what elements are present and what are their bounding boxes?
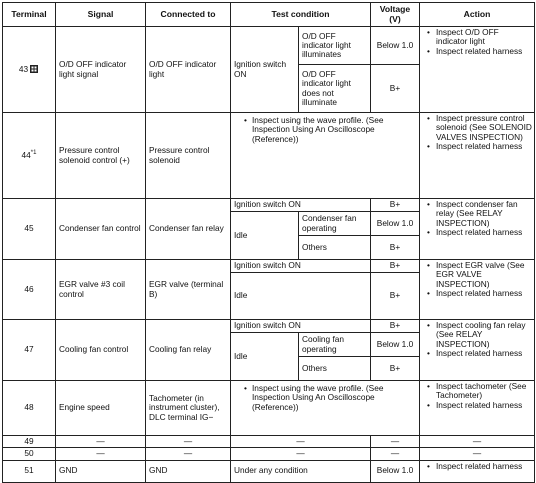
voltage-cell: B+	[371, 236, 420, 260]
table-row	[3, 113, 535, 199]
condition-cell: —	[231, 436, 371, 448]
terminal-number: 44	[21, 150, 31, 161]
signal-cell: Cooling fan control	[56, 320, 146, 381]
terminal-specification-table	[2, 2, 535, 483]
terminal-cell: 47	[3, 320, 56, 381]
footnote-mark: *1	[30, 150, 37, 157]
connected-to-cell: O/D OFF indicator light	[146, 27, 231, 113]
voltage-cell: Below 1.0	[371, 27, 420, 65]
voltage-cell: B+	[371, 357, 420, 381]
condition-cell: Ignition switch ON	[231, 320, 371, 333]
terminal-cell: 49	[3, 436, 56, 448]
condition-cell	[231, 113, 420, 199]
header-voltage: Voltage (V)	[371, 3, 420, 27]
table-row	[3, 381, 535, 436]
action-cell	[420, 460, 535, 482]
action-item: • Inspect related harness	[431, 401, 532, 410]
action-item: • Inspect related harness	[431, 142, 532, 151]
connected-to-cell: Tachometer (in instrument cluster), DLC terminal IG−	[146, 381, 231, 436]
voltage-cell: Below 1.0	[371, 212, 420, 236]
connected-to-cell: —	[146, 436, 231, 448]
terminal-cell: 45	[3, 199, 56, 260]
header-action: Action	[420, 3, 535, 27]
condition-cell: Ignition switch ON	[231, 260, 371, 273]
voltage-cell: Below 1.0	[371, 460, 420, 482]
condition-cell: Idle	[231, 212, 299, 260]
sub-condition-cell: Others	[299, 357, 371, 381]
connected-to-cell: Cooling fan relay	[146, 320, 231, 381]
header-test-condition: Test condition	[231, 3, 371, 27]
sub-condition-cell: O/D OFF indicator light illuminates	[299, 27, 371, 65]
voltage-cell: B+	[371, 260, 420, 273]
voltage-cell: —	[371, 436, 420, 448]
condition-cell: Idle	[231, 273, 371, 320]
signal-cell: Pressure control solenoid control (+)	[56, 113, 146, 199]
table-row	[3, 320, 535, 333]
action-item: • Inspect related harness	[431, 462, 532, 471]
voltage-cell: B+	[371, 273, 420, 320]
voltage-cell: B+	[371, 65, 420, 113]
signal-cell: Condenser fan control	[56, 199, 146, 260]
sub-condition-cell: Condenser fan operating	[299, 212, 371, 236]
table-row	[3, 460, 535, 482]
table-row	[3, 436, 535, 448]
action-item: • Inspect cooling fan relay (See RELAY INSPECTION)	[431, 321, 532, 349]
terminal-cell: 51	[3, 460, 56, 482]
terminal-number: 43	[18, 64, 29, 75]
condition-cell	[231, 381, 420, 436]
connector-symbol-icon	[29, 64, 39, 74]
connected-to-cell: Pressure control solenoid	[146, 113, 231, 199]
sub-condition-cell: Cooling fan operating	[299, 333, 371, 357]
voltage-cell: B+	[371, 199, 420, 212]
terminal-cell: 46	[3, 260, 56, 320]
header-row	[3, 3, 535, 27]
action-cell	[420, 260, 535, 320]
signal-cell: O/D OFF indicator light signal	[56, 27, 146, 113]
header-terminal: Terminal	[3, 3, 56, 27]
connected-to-cell: EGR valve (terminal B)	[146, 260, 231, 320]
terminal-cell: 50	[3, 448, 56, 460]
voltage-cell: Below 1.0	[371, 333, 420, 357]
action-item: • Inspect related harness	[431, 349, 532, 358]
action-cell: —	[420, 436, 535, 448]
condition-cell: Ignition switch ON	[231, 199, 371, 212]
signal-cell: EGR valve #3 coil control	[56, 260, 146, 320]
condition-text: • Inspect using the wave profile. (See Inspection Using An Oscilloscope (Reference))	[246, 384, 416, 412]
terminal-cell	[3, 27, 56, 113]
sub-condition-cell: Others	[299, 236, 371, 260]
signal-cell: —	[56, 448, 146, 460]
action-item: • Inspect related harness	[431, 289, 532, 298]
condition-cell: Ignition switch ON	[231, 27, 299, 113]
voltage-cell: —	[371, 448, 420, 460]
signal-cell: Engine speed	[56, 381, 146, 436]
signal-cell: GND	[56, 460, 146, 482]
action-cell	[420, 27, 535, 113]
connected-to-cell: GND	[146, 460, 231, 482]
terminal-cell: 48	[3, 381, 56, 436]
action-cell: —	[420, 448, 535, 460]
action-cell	[420, 381, 535, 436]
condition-cell: —	[231, 448, 371, 460]
table-row	[3, 199, 535, 212]
action-cell	[420, 113, 535, 199]
condition-cell: Idle	[231, 333, 299, 381]
header-signal: Signal	[56, 3, 146, 27]
table-row	[3, 260, 535, 273]
sub-condition-cell: O/D OFF indicator light does not illuminate	[299, 65, 371, 113]
action-cell	[420, 199, 535, 260]
action-item: • Inspect tachometer (See Tachometer)	[431, 382, 532, 401]
action-item: • Inspect pressure control solenoid (See SOLENOID VALVES INSPECTION)	[431, 114, 532, 142]
table-row	[3, 448, 535, 460]
voltage-cell: B+	[371, 320, 420, 333]
action-item: • Inspect condenser fan relay (See RELAY INSPECTION)	[431, 200, 532, 228]
action-item: • Inspect EGR valve (See EGR VALVE INSPECTION)	[431, 261, 532, 289]
action-cell	[420, 320, 535, 381]
table-row	[3, 27, 535, 65]
connected-to-cell: —	[146, 448, 231, 460]
connected-to-cell: Condenser fan relay	[146, 199, 231, 260]
signal-cell: —	[56, 436, 146, 448]
terminal-cell	[3, 113, 56, 199]
condition-text: • Inspect using the wave profile. (See Inspection Using An Oscilloscope (Reference))	[246, 116, 416, 144]
header-connected-to: Connected to	[146, 3, 231, 27]
action-item: • Inspect related harness	[431, 228, 532, 237]
condition-cell: Under any condition	[231, 460, 371, 482]
action-item: • Inspect related harness	[431, 47, 532, 56]
action-item: • Inspect O/D OFF indicator light	[431, 28, 532, 47]
